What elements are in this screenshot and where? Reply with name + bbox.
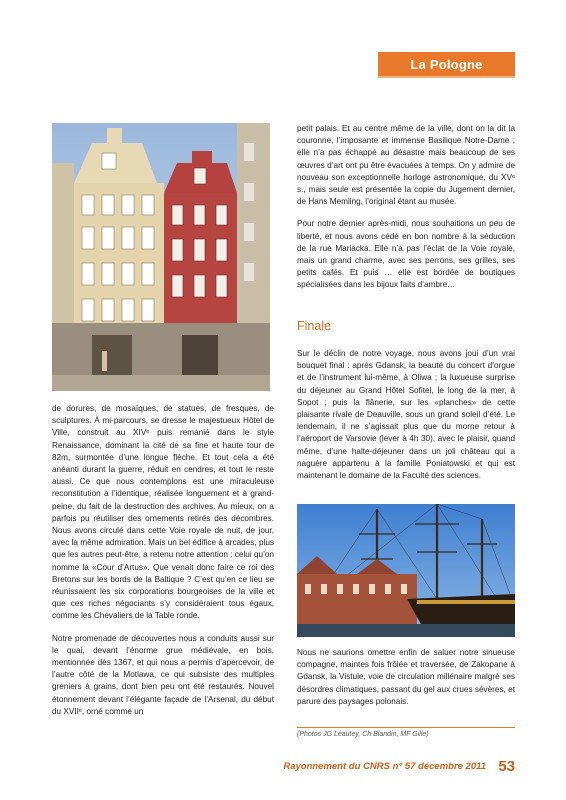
gdansk-houses-photo	[52, 123, 270, 391]
right-text-column-middle	[297, 348, 515, 482]
photo-credit: (Photos JG Léautey, Ch Blandin, MF Gille)	[297, 731, 429, 738]
left-text-column	[52, 403, 274, 718]
finale-heading: Finale	[297, 319, 332, 333]
paragraph: Pour notre dernier après-midi, nous souhaitions un peu de liberté, et nous avons cédé en bon nombre à la séduction de la rue Mariacka. Elle n’a pas l’éclat de la Voie royale, mais un grand charme, avec ses perrons, ses grilles, ses petits cafés. Et puis … elle est bordée de boutiques spécialisées dans les bijoux faits d’ambre…	[297, 219, 515, 290]
footer-journal-title: Rayonnement du CNRS n° 57 décembre 2011	[283, 761, 486, 772]
right-text-column-top	[297, 123, 515, 292]
paragraph: de dorures, de mosaïques, de statues, de fresques, de sculptures. À mi-parcours, se dresse le majestueux Hôtel de Ville, construit au XIVᵉ puis remanié dans le style Renaissance, dominant la cité de sa fine et haute tour de 82m, surmontée d’une longue flèche. Et tout cela a été anéanti durant la guerre, réduit en cendres, et tout le reste aussi. Ce que nous contemplons est une miraculeuse reconstitution à l’identique, réalisée longuement et à grand-peine, du fait de la destruction des archives. Au mieux, on a parfois pu réutiliser des ornements retirés des décombres. Nous avons circulé dans cette Voie royale de nuit, de jour, avec la même admiration. Mais un bel édifice à arcades, plus que les autres peut-être, a retenu notre attention : celui qu’on nomme la «Cour d’Artus». Que venait donc faire ce roi des Bretons sur les bords de la Baltique ? C’est qu’en ce lieu se réunissaient les six corporations bourgeoises de la ville et que ces riches négociants s’y considéraient tous égaux, comme les Chevaliers de la Table ronde.	[52, 404, 274, 621]
tall-ship-photo	[297, 504, 515, 637]
credit-divider	[297, 727, 515, 728]
paragraph: Notre promenade de découvertes nous a conduits aussi sur le quai, devant l’énorme grue médiévale, en bois, mentionnée dès 1367, et qui nous a permis d’apercevoir, de l’autre côté de la Motlawa, ce qui subsiste des multiples greniers à grains, dont bien peu ont été restaurés. Nouvel étonnement devant l’élégante façade de l’Arsenal, du début du XVIIᵉ, orné comme un	[52, 633, 274, 716]
page-number: 53	[498, 758, 515, 775]
paragraph: Sur le déclin de notre voyage, nous avons joui d’un vrai bouquet final : après Gdansk, la beauté du concert d’orgue et de l’instrument lui-même, à Oliwa ; la luxueuse surprise du déjeuner au Grand Hôtel Sofitel, le long de la mer, à Sopot ; puis la flânerie, sur les «planches» de cette plaisante rivale de Deauville, sous un grand soleil d’été. Le lendemain, il ne s’agissait plus que du morne retour à l’aéroport de Varsovie (lever à 4h 30), avec le plaisir, quand même, d’une halte-déjeuner dans un joli château qui a naguère appartenu à la famille Poniatowski et qui est maintenant le domaine de la Faculté des sciences.	[297, 349, 515, 481]
paragraph: Nous ne saurions omettre enfin de saluer notre sinueuse compagne, maintes fois frôlée et traversée, de Zakopane à Gdansk, la Vistule, voie de circulation millénaire malgré ses désordres climatiques, passant du gel aux crues sévères, et parure des paysages polonais.	[297, 648, 515, 706]
page-footer	[0, 758, 566, 777]
right-text-column-bottom	[297, 647, 515, 708]
paragraph: petit palais. Et au centre même de la ville, dont on la dit la couronne, l’imposante et immense Basilique Notre-Dame ; elle n’a pas échappé au désastre mais beaucoup de ses œuvres d’art ont pu être évacuées à temps. On y admire de nouveau son exceptionnelle horloge astronomique, du XVᵉ s., mais seule est présentée la copie du Jugement dernier, de Hans Memling, l’original étant au musée.	[297, 124, 515, 207]
section-tab: La Pologne	[378, 52, 515, 76]
section-tab-underline	[378, 76, 515, 78]
